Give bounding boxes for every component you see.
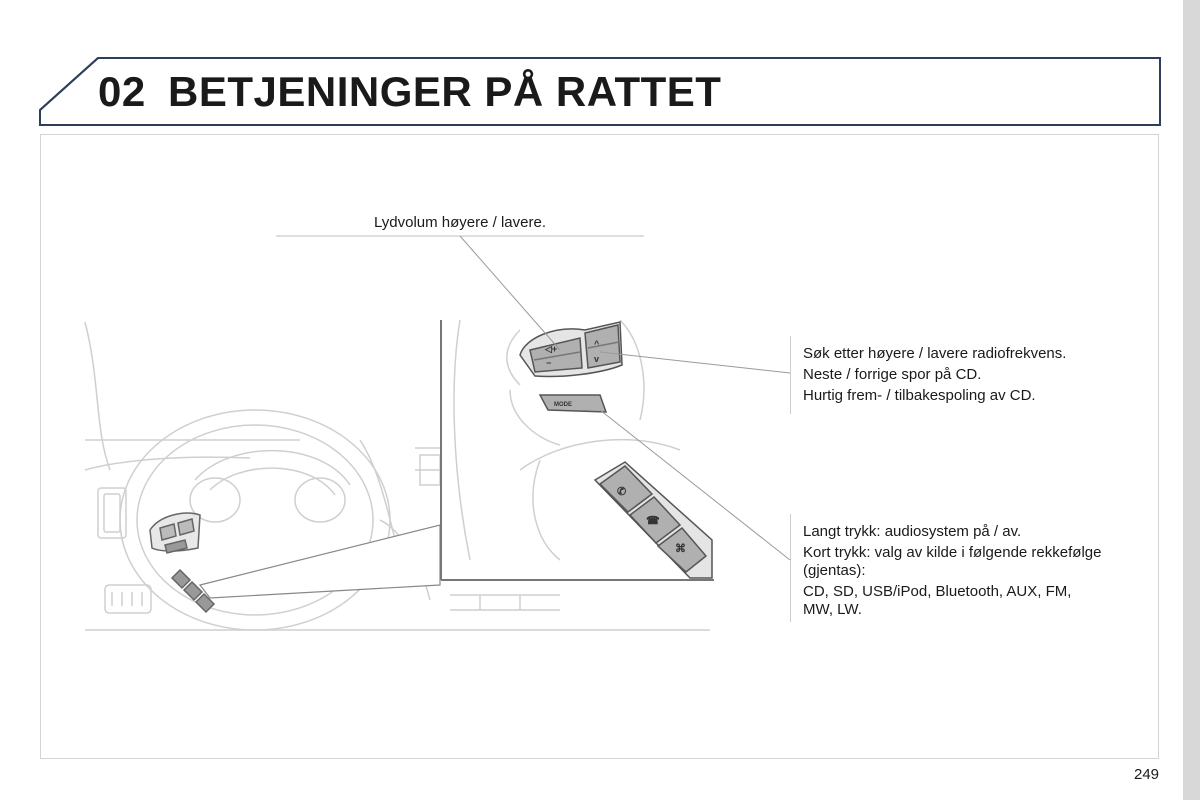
source-line-2: Kort trykk: valg av kilde i følgende rekkefølge (gjentas):: [803, 544, 1102, 579]
svg-text:☎: ☎: [646, 515, 660, 527]
seek-line-1: Søk etter høyere / lavere radiofrekvens.: [803, 345, 1067, 362]
svg-text:⌘: ⌘: [675, 543, 686, 555]
mode-label: MODE: [554, 402, 572, 408]
source-callout-rule: [790, 514, 791, 622]
svg-text:◁+: ◁+: [545, 344, 558, 354]
source-line-1: Langt trykk: audiosystem på / av.: [803, 523, 1022, 540]
source-callout: [803, 523, 1103, 622]
svg-text:v: v: [594, 354, 600, 364]
seek-callout: [803, 345, 1113, 408]
seek-line-3: Hurtig frem- / tilbakespoling av CD.: [803, 387, 1036, 404]
chapter-number: 02: [98, 68, 146, 115]
svg-text:−: −: [546, 358, 552, 368]
chapter-title: BETJENINGER PÅ RATTET: [168, 68, 722, 115]
seek-callout-rule: [790, 336, 791, 414]
svg-text:^: ^: [594, 339, 600, 349]
svg-text:✆: ✆: [617, 486, 627, 498]
volume-callout: Lydvolum høyere / lavere.: [373, 214, 547, 231]
page-number: 249: [1134, 766, 1160, 783]
seek-line-2: Neste / forrige spor på CD.: [803, 366, 982, 383]
source-line-3: CD, SD, USB/iPod, Bluetooth, AUX, FM, MW, LW.: [803, 583, 1072, 618]
